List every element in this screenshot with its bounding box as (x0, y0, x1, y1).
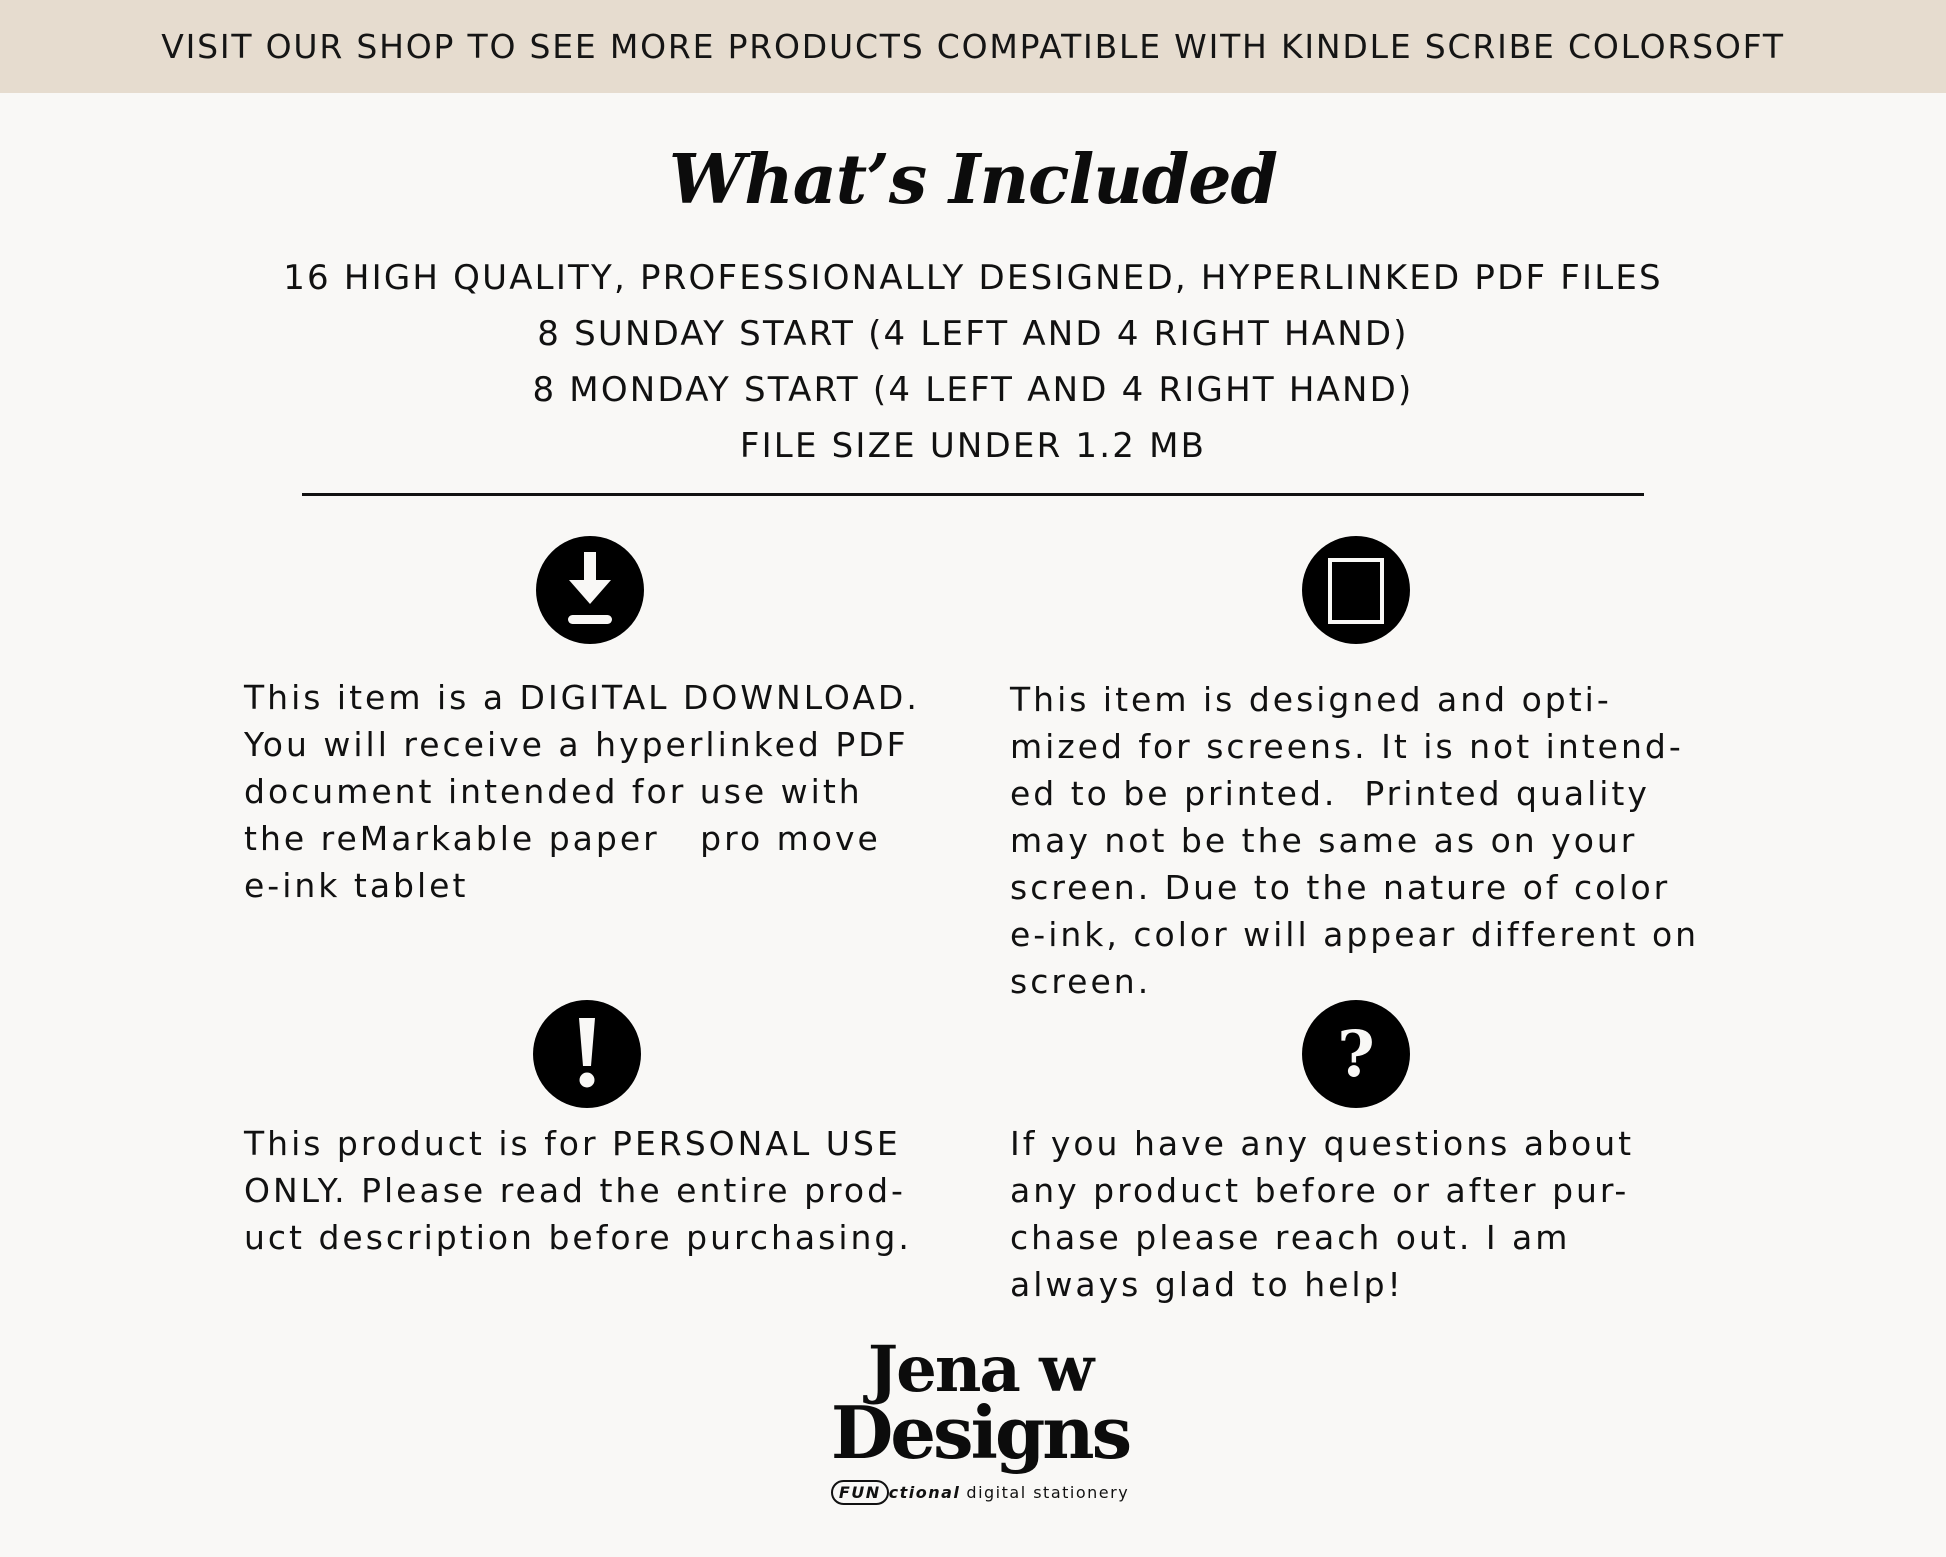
description-line: If you have any questions about (1010, 1124, 1635, 1163)
questions-description (1010, 1120, 1634, 1308)
description-line: may not be the same as on your (1010, 821, 1638, 860)
description-line: ed to be printed. Printed quality (1010, 774, 1650, 813)
download-description (244, 674, 920, 909)
banner-text: VISIT OUR SHOP TO SEE MORE PRODUCTS COMPATIBLE WITH KINDLE SCRIBE COLORSOFT (161, 27, 1785, 66)
description-line: You will receive a hyperlinked PDF (244, 725, 909, 764)
include-item: 8 MONDAY START (4 LEFT AND 4 RIGHT HAND) (532, 370, 1414, 410)
description-line: uct description before purchasing. (244, 1218, 912, 1257)
divider (302, 493, 1644, 496)
brand-name-top: Jena w (867, 1332, 1093, 1407)
download-icon (536, 536, 644, 644)
brand-name-bottom: Designs (830, 1390, 1130, 1475)
description-line: any product before or after pur- (1010, 1171, 1630, 1210)
page-title: What’s Included (668, 140, 1278, 220)
screen-description (1010, 676, 1699, 1005)
svg-text:?: ? (1337, 1017, 1375, 1092)
description-line: mized for screens. It is not intend- (1010, 727, 1684, 766)
description-line: always glad to help! (1010, 1265, 1404, 1304)
description-line: document intended for use with (244, 772, 863, 811)
question-icon (1302, 1000, 1410, 1108)
tagline-rest: ctional (888, 1483, 961, 1502)
description-line: e-ink, color will appear different on (1010, 915, 1700, 954)
include-item: FILE SIZE UNDER 1.2 MB (739, 426, 1207, 466)
include-item: 16 HIGH QUALITY, PROFESSIONALLY DESIGNED, HYPERLINKED PDF FILES (283, 258, 1663, 298)
description-line: This item is designed and opti- (1010, 680, 1612, 719)
brand-tagline (820, 1480, 1140, 1505)
description-line: e-ink tablet (244, 866, 469, 905)
description-line: This item is a DIGITAL DOWNLOAD. (244, 678, 920, 717)
description-line: screen. Due to the nature of color (1010, 868, 1671, 907)
tagline-suffix: digital stationery (966, 1483, 1130, 1502)
description-line: the reMarkable paper pro move (244, 819, 881, 858)
top-banner[interactable] (0, 0, 1946, 93)
description-line: This product is for PERSONAL USE (244, 1124, 901, 1163)
personal-use-description (244, 1120, 912, 1261)
exclamation-icon (533, 1000, 641, 1108)
description-line: ONLY. Please read the entire prod- (244, 1171, 906, 1210)
tagline-badge: FUN (831, 1480, 889, 1505)
includes-list (0, 250, 1946, 474)
brand-logo[interactable] (820, 1332, 1140, 1530)
include-item: 8 SUNDAY START (4 LEFT AND 4 RIGHT HAND) (537, 314, 1409, 354)
description-line: chase please reach out. I am (1010, 1218, 1571, 1257)
tablet-icon (1302, 536, 1410, 644)
description-line: screen. (1010, 962, 1152, 1001)
